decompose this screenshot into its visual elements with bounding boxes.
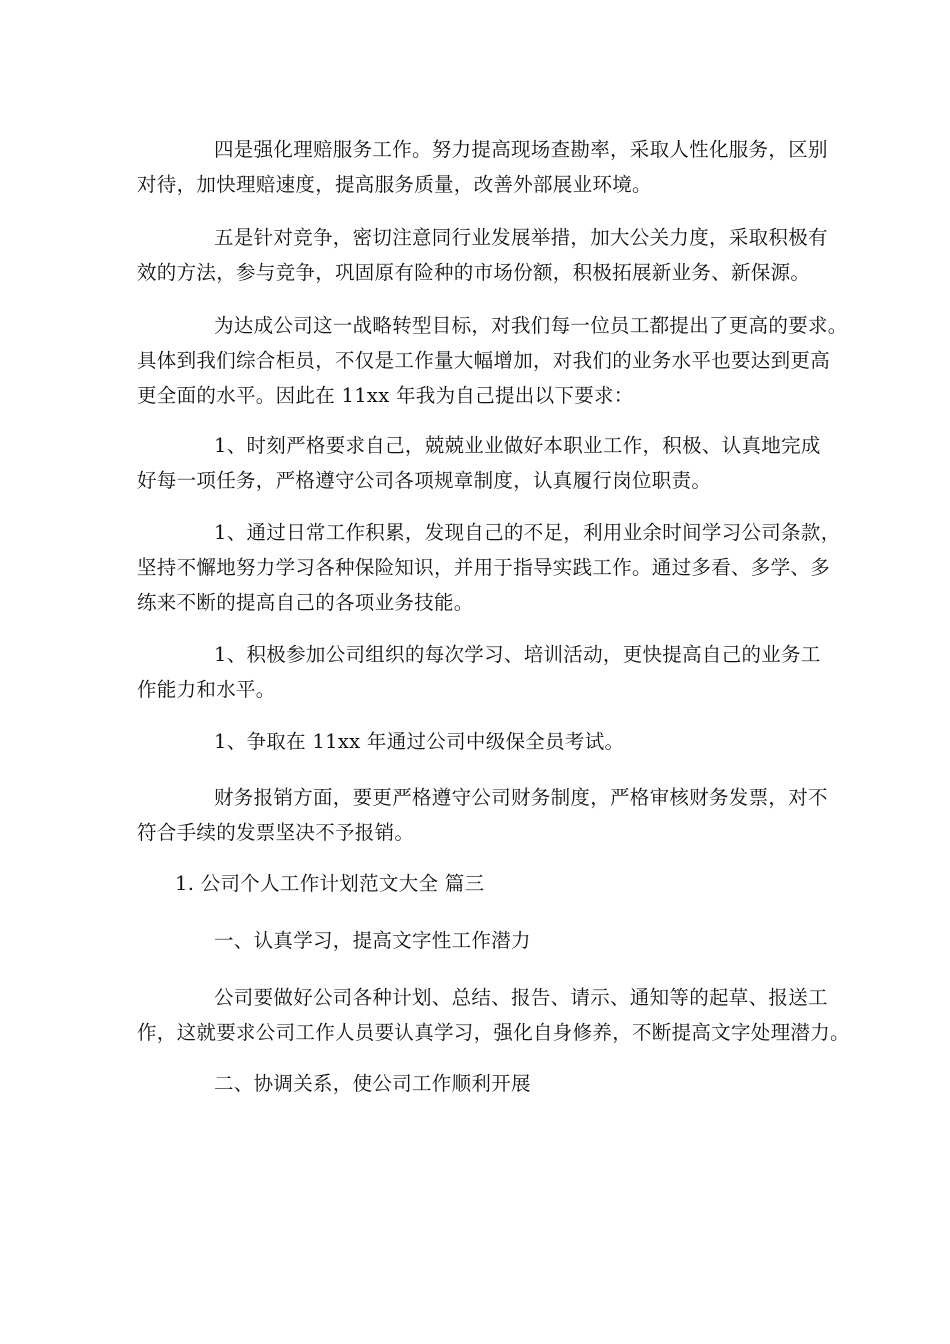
text-line: 好每一项任务，严格遵守公司各项规章制度，认真履行岗位职责。 [137,469,712,492]
text-line: 作能力和水平。 [137,678,276,701]
text-line: 1、积极参加公司组织的每次学习、培训活动，更快提高自己的业务工 [214,643,821,666]
text-line: 效的方法，参与竞争，巩固原有险种的市场份额，积极拓展新业务、新保源。 [137,261,811,284]
text-line: 一、认真学习，提高文字性工作潜力 [214,929,531,952]
text-line: 练来不断的提高自己的各项业务技能。 [137,591,474,614]
paragraph-strategic-goal [137,308,848,413]
text-line: 四是强化理赔服务工作。努力提高现场查勘率，采取人性化服务，区别 [214,138,828,161]
text-line: 作，这就要求公司工作人员要认真学习，强化自身修养，不断提高文字处理潜力。 [137,1021,850,1044]
paragraph-requirement-3 [137,637,821,707]
text-line: 符合手续的发票坚决不予报销。 [137,821,415,844]
text-line: 五是针对竞争，密切注意同行业发展举措，加大公关力度，采取积极有 [214,226,828,249]
section-heading [137,866,817,901]
text-line: 1、通过日常工作积累，发现自己的不足，利用业余时间学习公司条款， [214,521,841,544]
paragraph-requirement-2 [137,515,841,620]
text-line: 1、时刻严格要求自己，兢兢业业做好本职业工作，积极、认真地完成 [214,434,821,457]
paragraph-drafting [137,980,850,1050]
text-line: 更全面的水平。因此在 11xx 年我为自己提出以下要求： [137,384,634,407]
paragraph-reimbursement [137,780,828,850]
paragraph-requirement-1 [137,428,821,498]
text-line: 具体到我们综合柜员，不仅是工作量大幅增加，对我们的业务水平也要达到更高 [137,349,831,372]
subheading-study [137,923,817,958]
text-line: 1. 公司个人工作计划范文大全 篇三 [175,872,485,895]
text-line: 公司要做好公司各种计划、总结、报告、请示、通知等的起草、报送工 [214,986,828,1009]
text-line: 二、协调关系，使公司工作顺利开展 [214,1072,531,1095]
paragraph-claims-service [137,132,828,202]
text-line: 对待，加快理赔速度，提高服务质量，改善外部展业环境。 [137,173,652,196]
text-line: 坚持不懈地努力学习各种保险知识，并用于指导实践工作。通过多看、多学、多 [137,556,831,579]
paragraph-requirement-4 [137,724,817,759]
paragraph-competition [137,220,828,290]
text-line: 财务报销方面，要更严格遵守公司财务制度，严格审核财务发票，对不 [214,786,828,809]
text-line: 为达成公司这一战略转型目标，对我们每一位员工都提出了更高的要求。 [214,314,848,337]
text-line: 1、争取在 11xx 年通过公司中级保全员考试。 [214,730,625,753]
subheading-coordination [137,1066,817,1101]
